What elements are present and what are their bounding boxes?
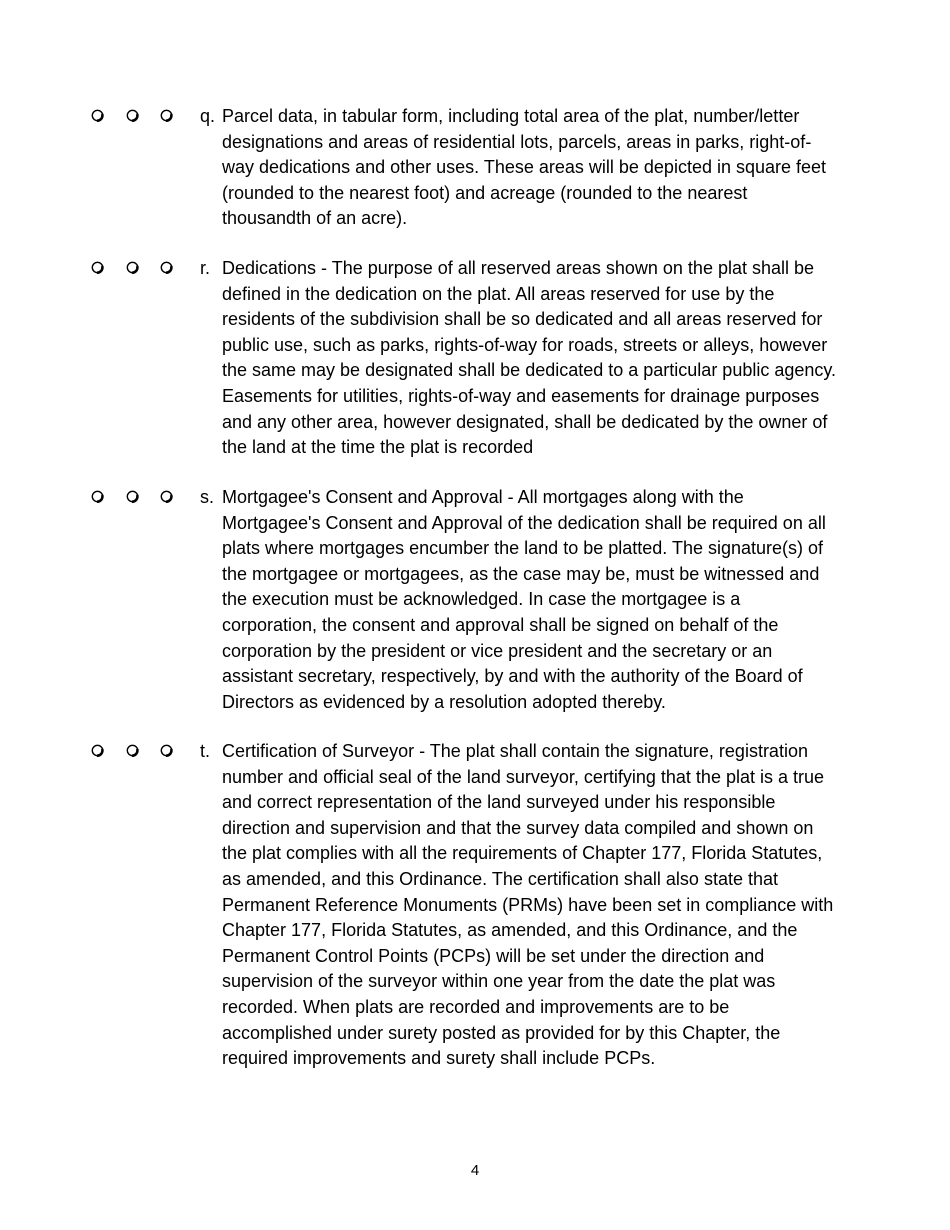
- text-line: and correct representation of the land surveyed under his responsible: [222, 792, 776, 813]
- circle-bullet-icon: [159, 489, 174, 504]
- text-line: Dedications - The purpose of all reserved areas shown on the plat shall be: [222, 258, 815, 278]
- text-line: designations and areas of residential lots, parcels, areas in parks, right-of-: [222, 131, 812, 152]
- text-line: thousandth of an acre).: [222, 208, 408, 229]
- text-line: residents of the subdivision shall be so dedicated and all areas reserved for: [222, 309, 823, 330]
- text-line: the mortgagee or mortgagees, as the case may be, must be witnessed and: [222, 563, 820, 584]
- circle-bullet-icon: [90, 260, 105, 275]
- text-line: Permanent Control Points (PCPs) will be set under the direction and: [222, 945, 765, 966]
- item-label: q.: [200, 106, 216, 126]
- circle-bullet-icon: [159, 743, 174, 758]
- text-line: direction and supervision and that the survey data compiled and shown on: [222, 817, 814, 838]
- circle-bullet-icon: [159, 108, 174, 123]
- text-line: Easements for utilities, rights-of-way and easements for drainage purposes: [222, 385, 820, 406]
- circle-bullet-icon: [125, 108, 140, 123]
- circle-bullet-icon: [125, 489, 140, 504]
- text-line: Directors as evidenced by a resolution adopted thereby.: [222, 691, 666, 712]
- text-line: and any other area, however designated, shall be dedicated by the owner of: [222, 411, 828, 432]
- text-line: required improvements and surety shall include PCPs.: [222, 1048, 656, 1069]
- text-line: number and official seal of the land surveyor, certifying that the plat is a true: [222, 766, 825, 787]
- text-line: corporation, the consent and approval shall be signed on behalf of the: [222, 614, 779, 635]
- text-line: way dedications and other uses. These areas will be depicted in square feet: [222, 157, 827, 178]
- item-label: s.: [200, 487, 215, 507]
- circle-bullet-icon: [90, 743, 105, 758]
- text-line: the plat complies with all the requirements of Chapter 177, Florida Statutes,: [222, 843, 823, 864]
- text-line: Mortgagee's Consent and Approval of the dedication shall be required on all: [222, 512, 826, 533]
- text-line: the land at the time the plat is recorded: [222, 437, 534, 458]
- circle-bullet-icon: [90, 108, 105, 123]
- text-line: Parcel data, in tabular form, including total area of the plat, number/letter: [222, 106, 800, 126]
- circle-bullet-icon: [90, 489, 105, 504]
- text-line: Chapter 177, Florida Statutes, as amended, and this Ordinance, and the: [222, 920, 798, 941]
- text-line: Mortgagee's Consent and Approval - All mortgages along with the: [222, 487, 744, 507]
- text-line: recorded. When plats are recorded and improvements are to be: [222, 996, 730, 1017]
- page-number: 4: [470, 1162, 480, 1179]
- text-line: supervision of the surveyor within one year from the date the plat was: [222, 971, 776, 992]
- item-text: [222, 485, 862, 715]
- circle-bullet-icon: [125, 743, 140, 758]
- text-line: public use, such as parks, rights-of-way for roads, streets or alleys, however: [222, 334, 828, 355]
- text-line: the same may be designated shall be dedicated to a particular public agency.: [222, 360, 837, 381]
- text-line: assistant secretary, respectively, by and with the authority of the Board of: [222, 666, 803, 687]
- text-line: accomplished under surety posted as provided for by this Chapter, the: [222, 1022, 781, 1043]
- text-line: Certification of Surveyor - The plat shall contain the signature, registration: [222, 741, 808, 761]
- item-text: [222, 104, 862, 232]
- text-line: as amended, and this Ordinance. The certification shall also state that: [222, 868, 778, 889]
- item-label: r.: [200, 258, 211, 278]
- text-line: defined in the dedication on the plat. All areas reserved for use by the: [222, 283, 775, 304]
- circle-bullet-icon: [159, 260, 174, 275]
- item-text: [222, 739, 862, 1072]
- text-line: corporation by the president or vice president and the secretary or an: [222, 640, 773, 661]
- item-label: t.: [200, 741, 211, 761]
- text-line: plats where mortgages encumber the land to be platted. The signature(s) of: [222, 538, 824, 559]
- text-line: (rounded to the nearest foot) and acreage (rounded to the nearest: [222, 182, 748, 203]
- text-line: the execution must be acknowledged. In case the mortgagee is a: [222, 589, 741, 610]
- text-line: Permanent Reference Monuments (PRMs) have been set in compliance with: [222, 894, 834, 915]
- circle-bullet-icon: [125, 260, 140, 275]
- item-text: [222, 256, 862, 461]
